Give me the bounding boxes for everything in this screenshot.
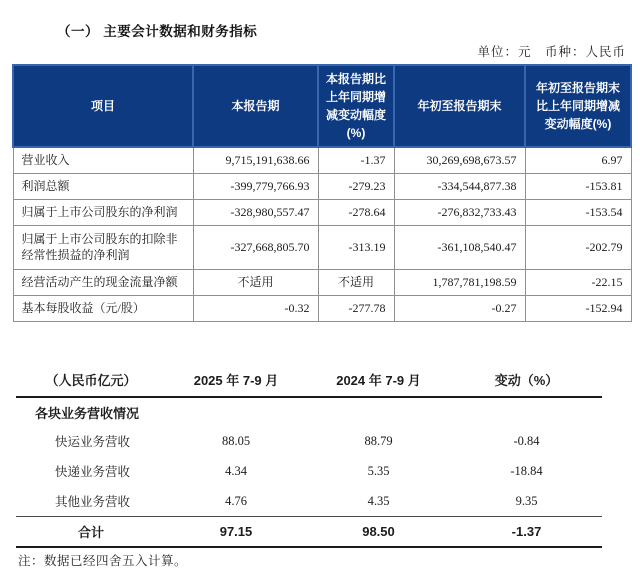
table-row xyxy=(13,147,631,173)
section-title: （一） 主要会计数据和财务指标 xyxy=(57,24,258,39)
col-header-current-period: 本报告期 xyxy=(193,65,318,147)
divider-thick-bottom xyxy=(16,546,602,548)
cell-ytd: -0.27 xyxy=(394,295,525,321)
cell-yoy: -278.64 xyxy=(318,199,394,225)
col-header-current-yoy: 本报告期比上年同期增减变动幅度(%) xyxy=(318,65,394,147)
cell-current: 不适用 xyxy=(193,269,318,295)
table-row xyxy=(13,173,631,199)
cell-change: -18.84 xyxy=(510,463,543,478)
total-change: -1.37 xyxy=(511,524,542,539)
row-label: 快运业务营收 xyxy=(55,435,131,449)
cell-yoy: -277.78 xyxy=(318,295,394,321)
col-header-change: 变动（%） xyxy=(494,372,559,388)
cell-ytd-yoy: -202.79 xyxy=(525,225,631,269)
cell-yoy: -279.23 xyxy=(318,173,394,199)
cell-2024: 88.79 xyxy=(364,433,393,448)
cell-2025: 4.76 xyxy=(225,493,247,508)
cell-ytd-yoy: 6.97 xyxy=(525,147,631,173)
total-row xyxy=(16,517,602,546)
total-2024: 98.50 xyxy=(362,524,395,539)
footnote: 注：数据已经四舍五入计算。 xyxy=(18,554,188,568)
cell-current: 9,715,191,638.66 xyxy=(193,147,318,173)
table1-header-row xyxy=(13,65,631,147)
key-financial-indicators-table xyxy=(12,64,632,322)
cell-ytd-yoy: -152.94 xyxy=(525,295,631,321)
table-row xyxy=(13,225,631,269)
col-header-ytd-yoy: 年初至报告期末比上年同期增减变动幅度(%) xyxy=(525,65,631,147)
cell-yoy: 不适用 xyxy=(318,269,394,295)
business-revenue-table xyxy=(16,362,602,548)
cell-ytd-yoy: -153.81 xyxy=(525,173,631,199)
cell-change: -0.84 xyxy=(513,433,540,448)
row-label: 经营活动产生的现金流量净额 xyxy=(13,269,193,295)
table-row xyxy=(13,269,631,295)
table-row xyxy=(16,426,602,456)
col-header-2024: 2024 年 7-9 月 xyxy=(336,372,421,388)
cell-yoy: -1.37 xyxy=(318,147,394,173)
cell-ytd: 30,269,698,673.57 xyxy=(394,147,525,173)
cell-2024: 4.35 xyxy=(367,493,390,508)
table-row xyxy=(16,486,602,516)
total-label: 合计 xyxy=(77,525,104,540)
col-header-2025: 2025 年 7-9 月 xyxy=(193,372,279,388)
cell-ytd: -334,544,877.38 xyxy=(394,173,525,199)
cell-2025: 88.05 xyxy=(221,433,251,448)
row-label: 基本每股收益（元/股） xyxy=(13,295,193,321)
cell-ytd: -361,108,540.47 xyxy=(394,225,525,269)
row-label: 归属于上市公司股东的净利润 xyxy=(13,199,193,225)
col-header-item: 项目 xyxy=(13,65,193,147)
table-row xyxy=(13,295,631,321)
col-header-unit: （人民币亿元） xyxy=(45,372,137,388)
table-row xyxy=(16,456,602,486)
section-row xyxy=(16,398,602,426)
row-label: 利润总额 xyxy=(13,173,193,199)
cell-current: -327,668,805.70 xyxy=(193,225,318,269)
cell-current: -0.32 xyxy=(193,295,318,321)
total-2025: 97.15 xyxy=(219,524,253,539)
row-label: 归属于上市公司股东的扣除非经常性损益的净利润 xyxy=(13,225,193,269)
col-header-ytd: 年初至报告期末 xyxy=(394,65,525,147)
table-row xyxy=(13,199,631,225)
cell-ytd: -276,832,733.43 xyxy=(394,199,525,225)
row-label: 营业收入 xyxy=(13,147,193,173)
row-label: 其他业务营收 xyxy=(55,495,131,509)
cell-2024: 5.35 xyxy=(367,463,390,478)
cell-ytd-yoy: -22.15 xyxy=(525,269,631,295)
unit-currency-note: 单位：元 币种：人民币 xyxy=(477,45,626,59)
cell-current: -399,779,766.93 xyxy=(193,173,318,199)
cell-2025: 4.34 xyxy=(225,463,247,478)
table2-header-row xyxy=(16,362,602,396)
cell-yoy: -313.19 xyxy=(318,225,394,269)
cell-ytd: 1,787,781,198.59 xyxy=(394,269,525,295)
cell-current: -328,980,557.47 xyxy=(193,199,318,225)
row-label: 快递业务营收 xyxy=(55,465,131,479)
cell-change: 9.35 xyxy=(515,493,538,508)
cell-ytd-yoy: -153.54 xyxy=(525,199,631,225)
section-label: 各块业务营收情况 xyxy=(35,405,140,421)
